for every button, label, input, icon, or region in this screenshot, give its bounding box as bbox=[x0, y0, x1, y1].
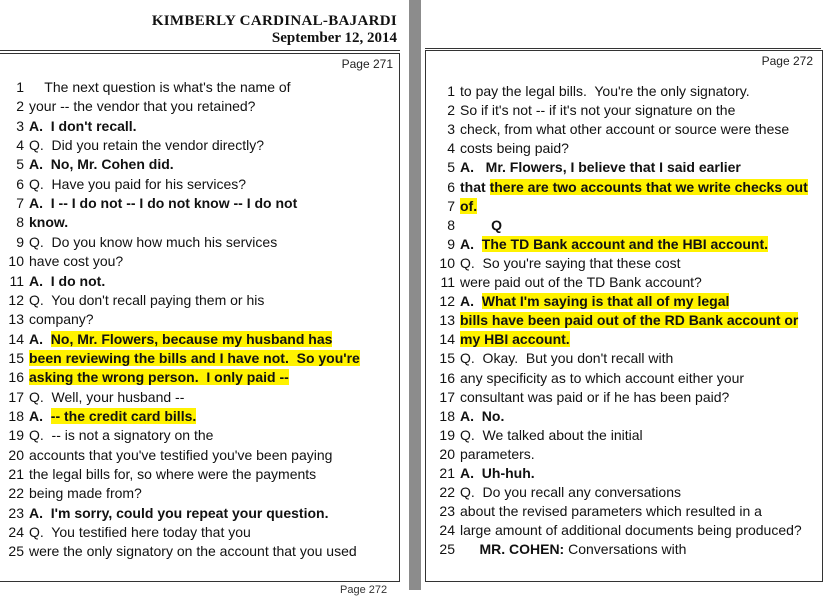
line-text bbox=[29, 368, 289, 387]
highlighted-text: of. bbox=[460, 197, 478, 214]
text-segment: A. Mr. Flowers, I believe that I said earlier bbox=[460, 159, 741, 176]
line-text bbox=[29, 272, 105, 291]
text-segment: A. I don't recall. bbox=[29, 117, 137, 134]
text-segment: Q. Well, your husband -- bbox=[29, 388, 185, 405]
line-text bbox=[29, 194, 297, 213]
line-text bbox=[29, 426, 213, 445]
text-segment: Q. So you're saying that these cost bbox=[460, 254, 681, 271]
line-text bbox=[29, 117, 137, 136]
line-number: 21 bbox=[439, 465, 455, 481]
line-number: 23 bbox=[439, 503, 455, 520]
text-segment: Q. We talked about the initial bbox=[460, 426, 643, 443]
text-segment: Q bbox=[460, 216, 503, 233]
transcript-page-right bbox=[421, 0, 825, 590]
line-text bbox=[29, 388, 184, 407]
text-segment: A. bbox=[460, 235, 482, 252]
line-text bbox=[29, 310, 94, 329]
text-segment: that bbox=[460, 178, 490, 195]
line-number: 19 bbox=[8, 427, 24, 444]
line-text bbox=[460, 101, 735, 120]
text-segment: Q. -- is not a signatory on the bbox=[29, 427, 214, 444]
header-rule bbox=[0, 50, 400, 51]
deposition-date: September 12, 2014 bbox=[271, 30, 397, 46]
line-number: 23 bbox=[8, 504, 24, 521]
line-number: 14 bbox=[8, 330, 24, 347]
text-segment: to pay the legal bills. You're the only signatory. bbox=[460, 83, 750, 99]
line-text bbox=[460, 483, 681, 502]
line-number: 9 bbox=[16, 233, 24, 250]
line-text bbox=[29, 465, 316, 484]
page-divider bbox=[409, 0, 421, 590]
highlighted-text: No, Mr. Flowers, because my husband has bbox=[50, 330, 333, 347]
line-text bbox=[29, 407, 196, 426]
text-segment: A. bbox=[460, 293, 482, 310]
line-text bbox=[29, 78, 291, 97]
text-segment: were the only signatory on the account that you used bbox=[29, 543, 357, 560]
line-text bbox=[460, 197, 477, 216]
line-text bbox=[460, 349, 673, 368]
text-segment: large amount of additional documents being produced? bbox=[460, 522, 802, 539]
line-number: 12 bbox=[8, 291, 24, 308]
highlighted-text: What I'm saying is that all of my legal bbox=[481, 293, 730, 310]
line-number: 8 bbox=[16, 214, 24, 231]
text-segment: MR. COHEN: bbox=[460, 541, 569, 558]
text-segment: Q. Do you recall any conversations bbox=[460, 484, 681, 501]
text-segment: Q. Did you retain the vendor directly? bbox=[29, 137, 265, 154]
line-text bbox=[460, 254, 681, 273]
line-text bbox=[29, 291, 264, 310]
text-segment: being made from? bbox=[29, 485, 142, 502]
line-text bbox=[29, 97, 255, 116]
line-text bbox=[460, 82, 750, 101]
line-text bbox=[460, 502, 762, 521]
line-text bbox=[460, 158, 741, 177]
line-text bbox=[460, 521, 802, 540]
text-segment: A. No. bbox=[460, 407, 505, 424]
line-number: 22 bbox=[8, 485, 24, 502]
line-number: 6 bbox=[16, 175, 24, 192]
line-number: 3 bbox=[447, 121, 455, 138]
line-text bbox=[460, 311, 798, 330]
line-number: 17 bbox=[439, 388, 455, 405]
text-segment: accounts that you've testified you've been paying bbox=[29, 446, 333, 463]
highlighted-text: The TD Bank account and the HBI account. bbox=[481, 235, 769, 252]
highlighted-text: bills have been paid out of the RD Bank account or bbox=[460, 312, 799, 329]
line-number: 20 bbox=[8, 446, 24, 463]
line-number: 21 bbox=[8, 466, 24, 482]
line-number: 18 bbox=[439, 407, 455, 424]
header-rule bbox=[425, 48, 821, 49]
line-number: 10 bbox=[439, 254, 455, 271]
line-number: 6 bbox=[447, 178, 455, 195]
text-segment: check, from what other account or source were these bbox=[460, 121, 790, 138]
text-segment: Q. Have you paid for his services? bbox=[29, 175, 247, 192]
line-text bbox=[29, 233, 277, 252]
text-segment: Q. Okay. But you don't recall with bbox=[460, 350, 674, 367]
line-text bbox=[29, 175, 246, 194]
text-segment: So if it's not -- if it's not your signature on the bbox=[460, 102, 736, 119]
line-number: 1 bbox=[447, 83, 455, 99]
text-segment: consultant was paid or if he has been paid? bbox=[460, 388, 730, 405]
text-segment: A. I -- I do not -- I do not know -- I do not bbox=[29, 195, 298, 212]
line-number: 9 bbox=[447, 235, 455, 252]
text-segment: were paid out of the TD Bank account? bbox=[460, 274, 702, 290]
line-text bbox=[29, 504, 328, 523]
line-number: 10 bbox=[8, 253, 24, 270]
line-number: 13 bbox=[439, 312, 455, 329]
line-text bbox=[29, 252, 123, 271]
line-number: 17 bbox=[8, 388, 24, 405]
line-text bbox=[460, 120, 789, 139]
text-segment: A. bbox=[29, 407, 51, 424]
line-number: 14 bbox=[439, 331, 455, 348]
text-segment: A. bbox=[29, 330, 51, 347]
line-text bbox=[460, 388, 729, 407]
highlighted-text: -- the credit card bills. bbox=[50, 407, 197, 424]
transcript-page-left bbox=[0, 0, 409, 596]
line-text bbox=[29, 523, 251, 542]
line-number: 12 bbox=[439, 293, 455, 310]
text-segment: Q. You don't recall paying them or his bbox=[29, 291, 265, 308]
page-number: Page 271 bbox=[341, 57, 393, 71]
line-text bbox=[460, 139, 569, 158]
line-text bbox=[29, 542, 357, 561]
line-number: 16 bbox=[439, 369, 455, 386]
line-text bbox=[460, 407, 504, 426]
text-segment: company? bbox=[29, 311, 94, 328]
highlighted-text: asking the wrong person. I only paid -- bbox=[29, 369, 289, 386]
line-text bbox=[460, 216, 502, 235]
text-segment: Q. Do you know how much his services bbox=[29, 233, 278, 250]
line-number: 18 bbox=[8, 407, 24, 424]
line-number: 25 bbox=[439, 541, 455, 558]
text-segment: The next question is what's the name of bbox=[29, 79, 291, 95]
witness-name: KIMBERLY CARDINAL-BAJARDI bbox=[151, 13, 397, 29]
line-text bbox=[460, 369, 744, 388]
line-number: 5 bbox=[16, 156, 24, 173]
page-number: Page 272 bbox=[761, 54, 813, 68]
text-segment: A. No, Mr. Cohen did. bbox=[29, 156, 174, 173]
text-segment: A. I do not. bbox=[29, 272, 106, 289]
line-text bbox=[29, 136, 264, 155]
highlighted-text: my HBI account. bbox=[460, 331, 570, 348]
line-number: 15 bbox=[439, 350, 455, 367]
line-number: 22 bbox=[439, 484, 455, 501]
line-text bbox=[460, 178, 808, 197]
line-text bbox=[29, 155, 174, 174]
line-text bbox=[29, 213, 68, 232]
line-text bbox=[460, 330, 570, 349]
line-number: 20 bbox=[439, 445, 455, 462]
line-number: 8 bbox=[447, 216, 455, 233]
line-number: 2 bbox=[447, 102, 455, 119]
text-segment: about the revised parameters which resulted in a bbox=[460, 503, 762, 520]
text-segment: A. I'm sorry, could you repeat your question. bbox=[29, 504, 329, 521]
line-text bbox=[29, 446, 332, 465]
line-text bbox=[460, 464, 535, 483]
text-segment: A. Uh-huh. bbox=[460, 465, 535, 481]
line-number: 7 bbox=[16, 195, 24, 212]
line-text bbox=[29, 349, 360, 368]
line-number: 5 bbox=[447, 159, 455, 176]
line-text bbox=[29, 330, 332, 349]
line-number: 4 bbox=[447, 140, 455, 157]
line-number: 4 bbox=[16, 137, 24, 154]
highlighted-text: been reviewing the bills and I have not. So you're bbox=[29, 349, 360, 366]
highlighted-text: there are two accounts that we write checks out bbox=[489, 178, 808, 195]
text-segment: know. bbox=[29, 214, 69, 231]
line-number: 2 bbox=[16, 98, 24, 115]
line-text bbox=[460, 426, 643, 445]
text-segment: Conversations with bbox=[568, 541, 687, 558]
line-text bbox=[460, 292, 729, 311]
next-page-number: Page 272 bbox=[340, 584, 388, 596]
line-number: 16 bbox=[8, 369, 24, 386]
line-text bbox=[29, 484, 142, 503]
line-number: 3 bbox=[16, 117, 24, 134]
line-number: 25 bbox=[8, 543, 24, 560]
line-text bbox=[460, 273, 702, 292]
text-segment: have cost you? bbox=[29, 253, 124, 270]
line-number: 24 bbox=[439, 522, 455, 539]
line-number: 11 bbox=[440, 274, 455, 290]
text-segment: any specificity as to which account either your bbox=[460, 369, 745, 386]
text-segment: your -- the vendor that you retained? bbox=[29, 98, 256, 115]
text-segment: costs being paid? bbox=[460, 140, 569, 157]
line-number: 15 bbox=[8, 349, 24, 366]
line-number: 13 bbox=[8, 311, 24, 328]
line-number: 19 bbox=[439, 426, 455, 443]
text-segment: Q. You testified here today that you bbox=[29, 524, 251, 541]
line-number: 24 bbox=[8, 524, 24, 541]
line-number: 11 bbox=[9, 272, 24, 289]
text-segment: parameters. bbox=[460, 445, 535, 462]
line-number: 1 bbox=[16, 79, 24, 95]
text-segment: the legal bills for, so where were the payments bbox=[29, 466, 317, 482]
line-number: 7 bbox=[447, 197, 455, 214]
line-text bbox=[460, 235, 768, 254]
line-text bbox=[460, 540, 686, 559]
line-text bbox=[460, 445, 535, 464]
